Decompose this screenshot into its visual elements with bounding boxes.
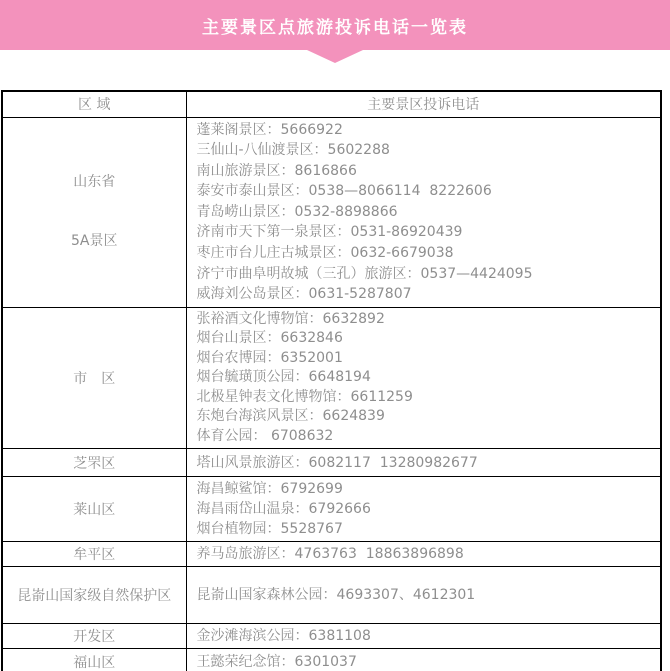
phone-entry: 海昌鲸鲨馆：6792699: [196, 481, 343, 498]
phone-entry: 威海刘公岛景区：0631-5287807: [196, 286, 412, 303]
region-label: 5A景区: [71, 233, 118, 250]
phone-entry: 烟台毓璜顶公园：6648194: [196, 369, 371, 386]
phone-entry: 蓬莱阁景区：5666922: [196, 121, 343, 138]
region-cell-kaifaqu: 开发区: [2, 624, 186, 649]
chevron-down-icon: [307, 50, 363, 63]
phone-entry: 烟台农博园：6352001: [196, 349, 343, 366]
phone-entry: 烟台植物园：5528767: [196, 521, 343, 538]
region-cell-muping: 牟平区: [2, 542, 186, 567]
region-cell-shandong-5a: [2, 117, 186, 307]
table-header-row: [2, 91, 661, 117]
phone-cell: [186, 307, 661, 449]
phone-entry: 北极星钟表文化博物馆：6611259: [196, 388, 413, 405]
table-row: [2, 477, 661, 542]
phone-cell: [186, 542, 661, 567]
phone-cell: [186, 649, 661, 671]
region-cell-shiqu: 市 区: [2, 307, 186, 449]
phone-entry: 烟台山景区：6632846: [196, 330, 343, 347]
title-banner: [0, 0, 670, 50]
table-row: [2, 117, 661, 307]
page-title: 主要景区点旅游投诉电话一览表: [202, 17, 468, 38]
table-row: [2, 624, 661, 649]
region-label: 山东省: [73, 174, 116, 191]
region-cell-fushan: 福山区: [2, 649, 186, 671]
table-row: [2, 449, 661, 477]
phone-entry: 青岛崂山景区：0532-8898866: [196, 203, 398, 220]
phone-entry: 海昌雨岱山温泉：6792666: [196, 501, 371, 518]
phone-cell: [186, 449, 661, 477]
region-cell-kunyushan: 昆嵛山国家级自然保护区: [2, 567, 186, 624]
region-cell-zhifu: 芝罘区: [2, 449, 186, 477]
phone-entry: 济宁市曲阜明故城（三孔）旅游区：0537—4424095: [196, 265, 533, 282]
phone-entry: 养马岛旅游区：4763763 18863896898: [196, 546, 464, 563]
table-row: [2, 542, 661, 567]
phone-entry: 塔山风景旅游区：6082117 13280982677: [196, 454, 478, 471]
phone-entry: 南山旅游景区：8616866: [196, 162, 357, 179]
phone-entry: 三仙山-八仙渡景区：5602288: [196, 142, 390, 159]
phone-column-header: 主要景区投诉电话: [186, 91, 661, 117]
table-row: [2, 649, 661, 671]
complaint-phone-table: [1, 90, 662, 671]
phone-entry: 金沙滩海滨公园：6381108: [196, 628, 371, 645]
phone-cell: [186, 624, 661, 649]
phone-entry: 济南市天下第一泉景区：0531-86920439: [196, 224, 463, 241]
phone-entry: 东炮台海滨风景区：6624839: [196, 408, 385, 425]
phone-entry: 王懿荣纪念馆：6301037: [196, 653, 357, 670]
phone-entry: 枣庄市台儿庄古城景区：0632-6679038: [196, 245, 454, 262]
region-cell-laishan: 莱山区: [2, 477, 186, 542]
phone-cell: [186, 567, 661, 624]
phone-cell: [186, 117, 661, 307]
table-row: [2, 567, 661, 624]
phone-entry: 泰安市泰山景区：0538—8066114 8222606: [196, 183, 492, 200]
phone-entry: 昆嵛山国家森林公园：4693307、4612301: [196, 587, 476, 604]
region-column-header: 区 域: [2, 91, 186, 117]
table-row: [2, 307, 661, 449]
phone-entry: 张裕酒文化博物馆：6632892: [196, 310, 385, 327]
phone-entry: 体育公园： 6708632: [196, 427, 334, 444]
phone-cell: [186, 477, 661, 542]
